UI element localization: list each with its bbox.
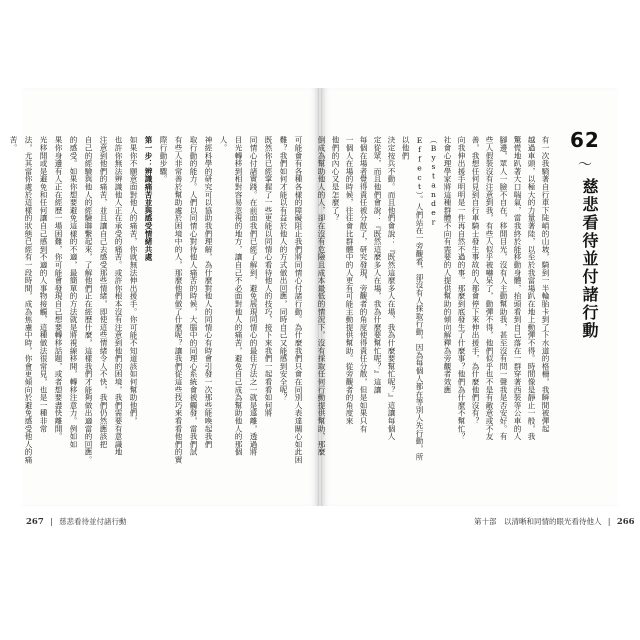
left-line-4: 同情心付諸實踐。在前面我們已經了解到，避免展現同情心的最佳方法之一就是遠離，透過將 — [249, 136, 258, 456]
chapter-number: 62 — [570, 128, 600, 152]
right-line-9: Effect）。人們站在一旁觀看，卻沒有人採取行動，因為每個人都在等別人先行動，所以他們 — [401, 136, 424, 461]
right-line-6: 善，我想任何見到自行車騎士發生事故的人都會停下來伸出援手，為什麼他們沒有？ — [471, 136, 480, 425]
book-spread — [9, 88, 635, 528]
running-head-right: 第十部 以清晰和同情的眼光看待他人 — [474, 517, 602, 526]
left-line-14: 的感受。如果你想要避免這樣的不適，最簡單的方法就是將視線移開，轉移注意力。例如如 — [69, 136, 78, 448]
folio-right: 第十部 以清晰和同情的眼光看待他人 | 266 — [474, 517, 635, 527]
right-line-1: 有一次我騎著自行車下陡峭的山坡，騎到一半輪胎卡到了下水道的格柵，我瞬間被彈起 — [541, 136, 550, 433]
right-line-12: 每個在場者覺得責任被分散了，研究發現，旁觀者的角度使得責任分散，但是如果只有 — [359, 136, 368, 433]
left-page-body — [9, 136, 306, 466]
left-line-5: 目光轉移到相對容易忽視的地方，讓自己不必面對他人的痛苦，避免自己成為幫助他人的那個人。 — [219, 136, 243, 456]
left-line-2: 難？我們如何才能以有益於他人的方式做出回應，同時自己又能感到安全呢？ — [279, 136, 288, 402]
right-line-2: 越過車頭，以極大的力量著陸，以至於我當場趴在地上動彈不得。時間像是靜止一般，我 — [527, 136, 536, 441]
page-number-left: 267 — [26, 517, 44, 527]
page-number-right: 266 — [616, 517, 635, 527]
left-line-12: 注意到他們的痛苦，並且讓自己去感受那些情緒，即使這些情緒令人不快，我們仍然應該把 — [99, 136, 108, 448]
right-line-7: 向我伸出援手明明是一件再自然不過的事。那麼到底發生了什麼事？他們為什麼不幫忙？ — [457, 136, 466, 441]
left-line-10: 如果你不願意面對他人的痛苦，你就無法伸出援手。你可能不知道該如何幫助他們， — [129, 136, 138, 425]
running-head-left: 慈悲看待並付諸行動 — [59, 517, 127, 526]
right-line-15: 倒成為幫助他人的人，卻在沒有危險且成本最低的情況下，沒有採取任何行動提供幫助，那麼 — [317, 136, 326, 456]
left-line-13: 自己的經驗與他人的經驗聯繫起來，了解他們正在經歷什麼，這樣我們才能夠做出適當的回應。 — [84, 136, 93, 464]
chapter-title: 慈悲看待並付諸行動 — [580, 178, 599, 340]
left-line-11: 也許你無法辨識他人正在承受的痛苦。或許你根本沒有注意到他們的困境，我們需要有意識地 — [114, 136, 123, 456]
right-line-13: 一個人在場的時候，往往會比群體中的人更有可能主動提供幫助。從旁觀者的角度來 — [345, 136, 354, 425]
left-line-7: 取行動的能力。人們以同情心對待他人痛苦的時候，大腦中的同理心系統會被觸發，當我們試 — [189, 136, 198, 456]
left-line-16: 光移開或是避免和任何讓自己感到不適的人事物接觸，這種做法很常見，也是一種非常 — [39, 136, 48, 433]
right-line-10: 決定按兵不動。而且他們會說：『既然這麼多人在場，我為什麼要幫忙呢？』這讓每個人 — [387, 136, 396, 441]
right-page-body — [317, 136, 552, 466]
right-line-14: 他們的內心又是怎麼了？ — [331, 136, 340, 222]
right-line-8: 社會心理學家將這種群體不向有需要的人提供幫助的傾向解釋為旁觀者效應（Bystander — [429, 136, 452, 394]
right-line-5: 些人假裝沒有注意到我，有些人似乎被嚇呆了，動彈不得，他們似乎也不是有敵意或不友 — [485, 136, 494, 441]
left-line-6: 神經科學的研究可以協助我們理解，為什麼對他人的同情心有時會引發一次那些能喚起我們 — [204, 136, 213, 448]
left-line-3: 既然你已經掌握了一些更能以同情心看待他人的技巧，接下來我們一起看看如何將 — [264, 136, 273, 417]
chapter-ornament: 〜 — [578, 157, 592, 173]
left-line-1: 可能會有各種各樣的障礙阻止我們將同情心付諸行動。為什麼我們只會在同別人表達關心如此困 — [294, 136, 303, 464]
left-line-17: 法，尤其當你處於這樣的狀態已經有一段時間，成為焦慮中時，你會更傾向於避免感受他人的痛苦。 — [9, 136, 33, 464]
left-line-8: 有些人非常善於幫助處於困境中的人，那麼他們做了什麼呢？讓我們從這些技巧來看看他們的實際行動步驟。 — [159, 136, 183, 464]
section-subheading: 第一步：辨識痛苦並與感受情緒共處 — [144, 136, 153, 261]
left-line-15: 果你身邊有人正在經歷一場困難，你可能會發現自己想要轉移話題，或者想要盡快離開。 — [54, 136, 63, 441]
right-line-11: 定從眾，而且他們會說：『既然這麼多人在場，我為什麼要幫忙呢？』這讓 — [373, 136, 382, 394]
right-line-3: 驚慌地趴著大口喘氣，當我終於能移動身體，抬頭看到自己落在一群穿著西裝等公車的人 — [513, 136, 522, 441]
folio-left: 267 | 慈悲看待並付諸行動 — [26, 517, 127, 527]
right-line-4: 腳邊，眾人一臉不自在，移開目光，沒有人主動幫助我，甚至沒有問一聲我是否安好。有 — [499, 136, 508, 441]
